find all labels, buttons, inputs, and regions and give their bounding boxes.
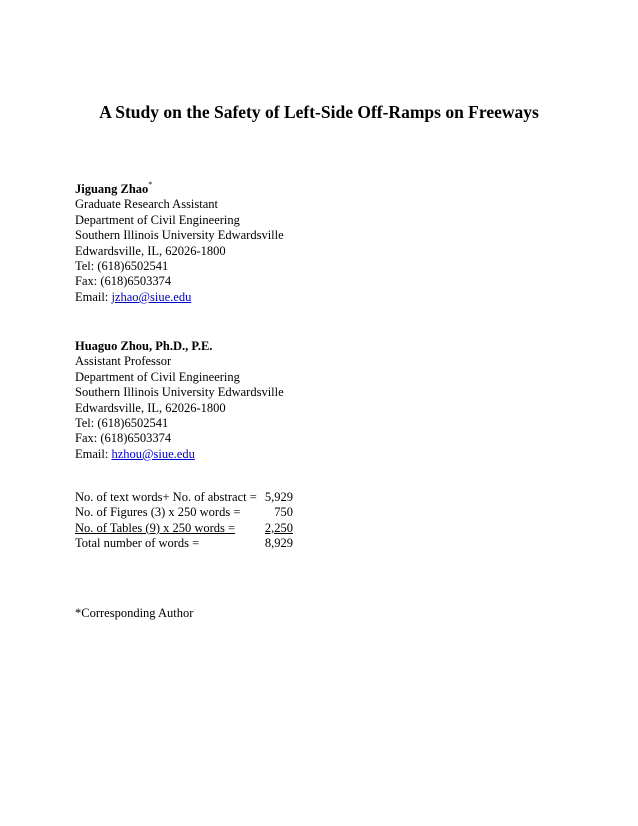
word-count-row xyxy=(75,521,293,536)
word-count-table xyxy=(75,490,293,552)
author-fax: Fax: (618)6503374 xyxy=(75,431,172,446)
author-department: Department of Civil Engineering xyxy=(75,212,240,227)
author-block-2 xyxy=(75,339,284,462)
word-count-total-row xyxy=(75,536,293,551)
author-fax: Fax: (618)6503374 xyxy=(75,274,172,289)
corresponding-marker: * xyxy=(148,180,153,189)
word-count-label: No. of Tables (9) x 250 words = xyxy=(75,520,236,535)
word-count-value: 5,929 xyxy=(264,490,293,504)
word-count-value: 750 xyxy=(274,505,293,520)
word-count-value: 8,929 xyxy=(264,536,293,551)
author-block-1 xyxy=(75,177,284,305)
corresponding-author-note: *Corresponding Author xyxy=(75,606,194,620)
author-position: Assistant Professor xyxy=(75,354,172,369)
author-position: Graduate Research Assistant xyxy=(75,197,219,212)
author-tel: Tel: (618)6502541 xyxy=(75,416,169,431)
author-email-line xyxy=(75,447,284,462)
author-address: Edwardsville, IL, 62026-1800 xyxy=(75,400,226,415)
author-name: Huaguo Zhou, Ph.D., P.E. xyxy=(75,339,213,353)
author-name: Jiguang Zhao* xyxy=(75,180,153,196)
author-university: Southern Illinois University Edwardsville xyxy=(75,228,284,243)
author-tel: Tel: (618)6502541 xyxy=(75,259,169,274)
word-count-row xyxy=(75,505,293,520)
author-address: Edwardsville, IL, 62026-1800 xyxy=(75,243,226,258)
word-count-label: Total number of words = xyxy=(75,536,200,551)
author-university: Southern Illinois University Edwardsville xyxy=(75,385,284,400)
author-email-line xyxy=(75,290,284,305)
author-department: Department of Civil Engineering xyxy=(75,369,240,384)
word-count-value: 2,250 xyxy=(264,520,293,535)
email-label: Email: xyxy=(75,289,112,304)
email-link[interactable]: hzhou@siue.edu xyxy=(111,446,195,461)
paper-title: A Study on the Safety of Left-Side Off-Ramps on Freeways xyxy=(99,102,539,122)
email-link[interactable]: jzhao@siue.edu xyxy=(111,289,192,304)
word-count-row xyxy=(75,490,293,505)
email-label: Email: xyxy=(75,446,112,461)
word-count-label: No. of text words+ No. of abstract = xyxy=(75,490,257,504)
word-count-label: No. of Figures (3) x 250 words = xyxy=(75,505,241,520)
